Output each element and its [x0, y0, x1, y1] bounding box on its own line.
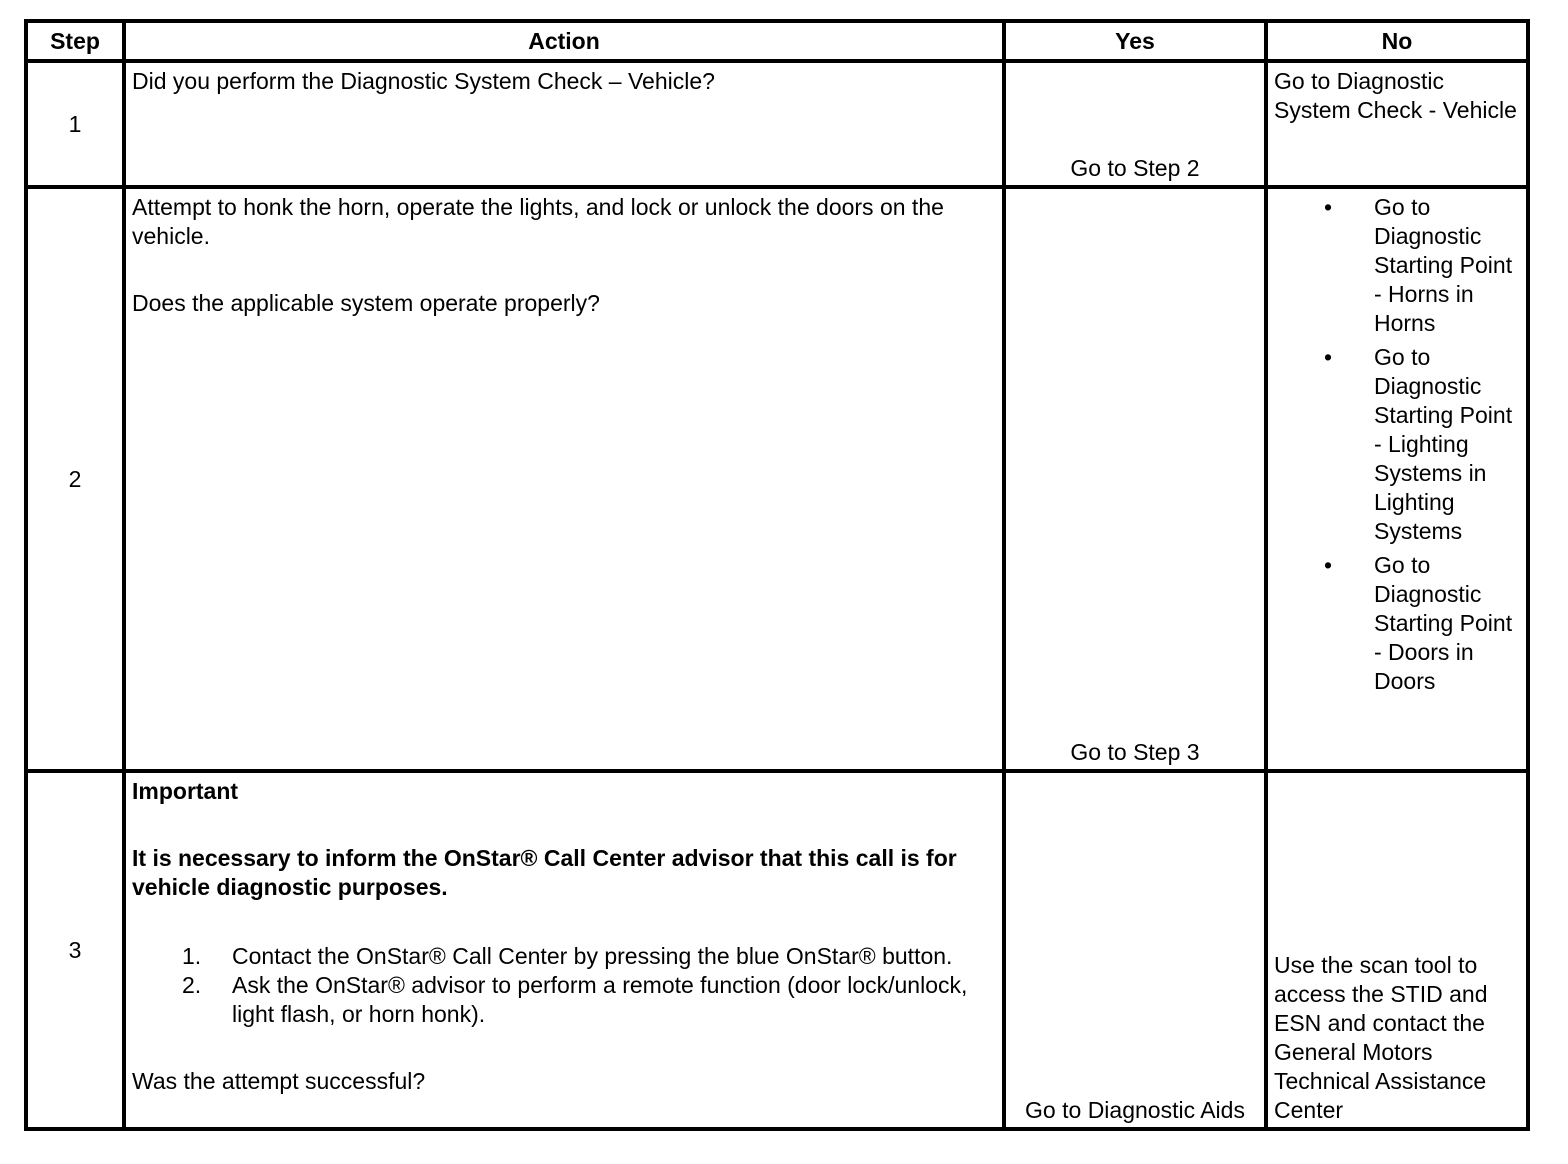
- step-number: 1: [26, 61, 124, 187]
- diagnostic-table: [24, 19, 1530, 1131]
- list-item: [1274, 193, 1520, 338]
- list-item: [1274, 551, 1520, 696]
- action-text: Did you perform the Diagnostic System Check – Vehicle?: [124, 61, 1004, 187]
- table-row: [26, 61, 1528, 187]
- header-yes: Yes: [1004, 21, 1266, 61]
- bullet-icon: •: [1324, 344, 1333, 370]
- no-cell: [1266, 187, 1528, 771]
- header-action: Action: [124, 21, 1004, 61]
- no-text: Use the scan tool to access the STID and ESN and contact the General Motors Technical Assistance Center: [1266, 771, 1528, 1129]
- header-row: [26, 21, 1528, 61]
- step-index: 1.: [182, 943, 202, 969]
- procedure-text: Ask the OnStar® advisor to perform a remote function (door lock/unlock, light flash, or horn honk).: [232, 972, 968, 1027]
- list-item: [132, 971, 996, 1029]
- yes-link[interactable]: Go to Step 2: [1004, 61, 1266, 187]
- yes-link[interactable]: Go to Step 3: [1004, 187, 1266, 771]
- yes-link[interactable]: Go to Diagnostic Aids: [1004, 771, 1266, 1129]
- list-item: [132, 942, 996, 971]
- step-index: 2.: [182, 972, 202, 998]
- no-link[interactable]: Go to Diagnostic Starting Point - Lighting Systems in Lighting Systems: [1374, 344, 1513, 544]
- no-link-list: [1274, 193, 1520, 696]
- bullet-icon: •: [1324, 194, 1333, 220]
- list-item: [1274, 343, 1520, 546]
- table-row: [26, 771, 1528, 1129]
- action-cell: [124, 187, 1004, 771]
- action-instruction: Attempt to honk the horn, operate the lights, and lock or unlock the doors on the vehicle.: [132, 194, 944, 249]
- no-link[interactable]: Go to Diagnostic Starting Point - Doors in Doors: [1374, 552, 1513, 694]
- header-no: No: [1266, 21, 1528, 61]
- procedure-text: Contact the OnStar® Call Center by pressing the blue OnStar® button.: [232, 943, 953, 969]
- step-number: 3: [26, 771, 124, 1129]
- header-step: Step: [26, 21, 124, 61]
- action-cell: [124, 771, 1004, 1129]
- procedure-list: [132, 942, 996, 1029]
- no-link[interactable]: Go to Diagnostic System Check - Vehicle: [1266, 61, 1528, 187]
- step-number: 2: [26, 187, 124, 771]
- no-link[interactable]: Go to Diagnostic Starting Point - Horns in Horns: [1374, 194, 1513, 336]
- important-text: It is necessary to inform the OnStar® Call Center advisor that this call is for vehicle diagnostic purposes.: [132, 845, 957, 900]
- action-question: Was the attempt successful?: [132, 1068, 426, 1094]
- table-row: [26, 187, 1528, 771]
- important-title: Important: [132, 778, 239, 804]
- bullet-icon: •: [1324, 552, 1333, 578]
- action-question: Does the applicable system operate properly?: [132, 290, 600, 316]
